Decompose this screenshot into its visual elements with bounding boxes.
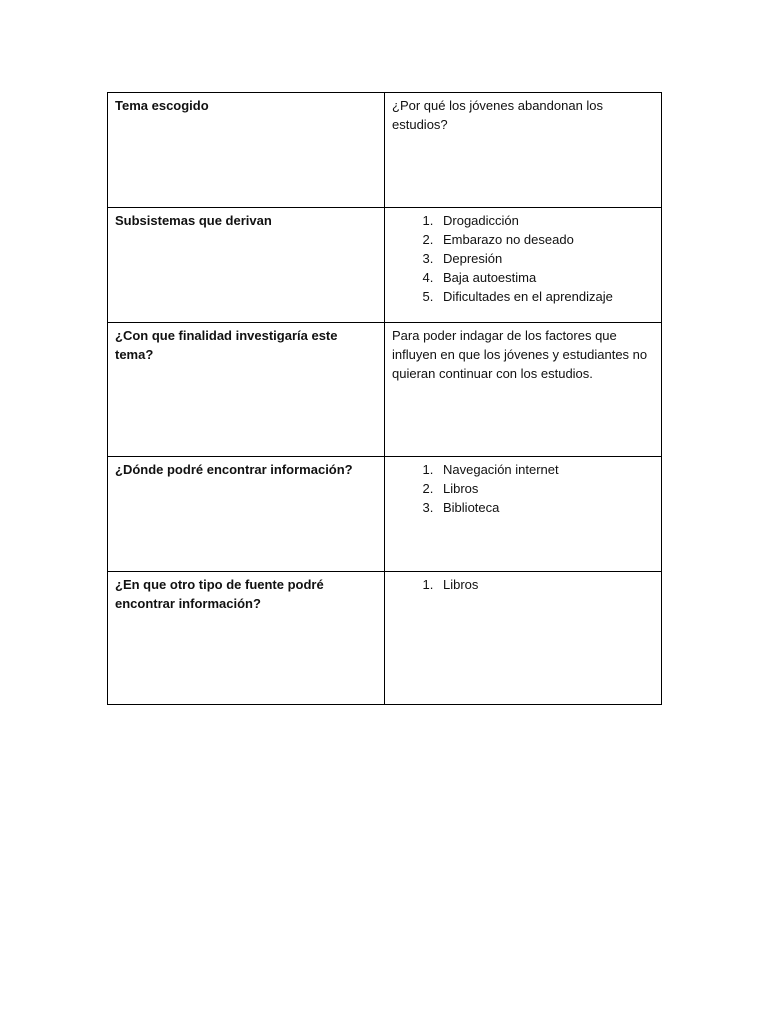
row-label: Subsistemas que derivan	[108, 208, 385, 323]
table-row	[108, 208, 662, 323]
sources-list	[392, 460, 654, 517]
table-row	[108, 323, 662, 457]
list-item: 3. Depresión	[437, 249, 654, 268]
table-row	[108, 457, 662, 572]
row-label: ¿En que otro tipo de fuente podré encontrar información?	[108, 572, 385, 705]
other-sources-list	[392, 575, 654, 594]
row-answer: ¿Por qué los jóvenes abandonan los estudios?	[385, 93, 662, 208]
row-answer: Para poder indagar de los factores que influyen en que los jóvenes y estudiantes no quieran continuar con los estudios.	[385, 323, 662, 457]
row-label: Tema escogido	[108, 93, 385, 208]
list-item: 1. Navegación internet	[437, 460, 654, 479]
table-row	[108, 93, 662, 208]
row-answer	[385, 457, 662, 572]
list-item: 3. Biblioteca	[437, 498, 654, 517]
list-item: 1. Drogadicción	[437, 211, 654, 230]
row-answer	[385, 572, 662, 705]
list-item: 1. Libros	[437, 575, 654, 594]
list-item: 4. Baja autoestima	[437, 268, 654, 287]
row-answer	[385, 208, 662, 323]
list-item: 2. Embarazo no deseado	[437, 230, 654, 249]
subsystems-list	[392, 211, 654, 306]
row-label: ¿Dónde podré encontrar información?	[108, 457, 385, 572]
research-table	[107, 92, 662, 705]
table-row	[108, 572, 662, 705]
list-item: 5. Dificultades en el aprendizaje	[437, 287, 654, 306]
row-label: ¿Con que finalidad investigaría este tema?	[108, 323, 385, 457]
list-item: 2. Libros	[437, 479, 654, 498]
